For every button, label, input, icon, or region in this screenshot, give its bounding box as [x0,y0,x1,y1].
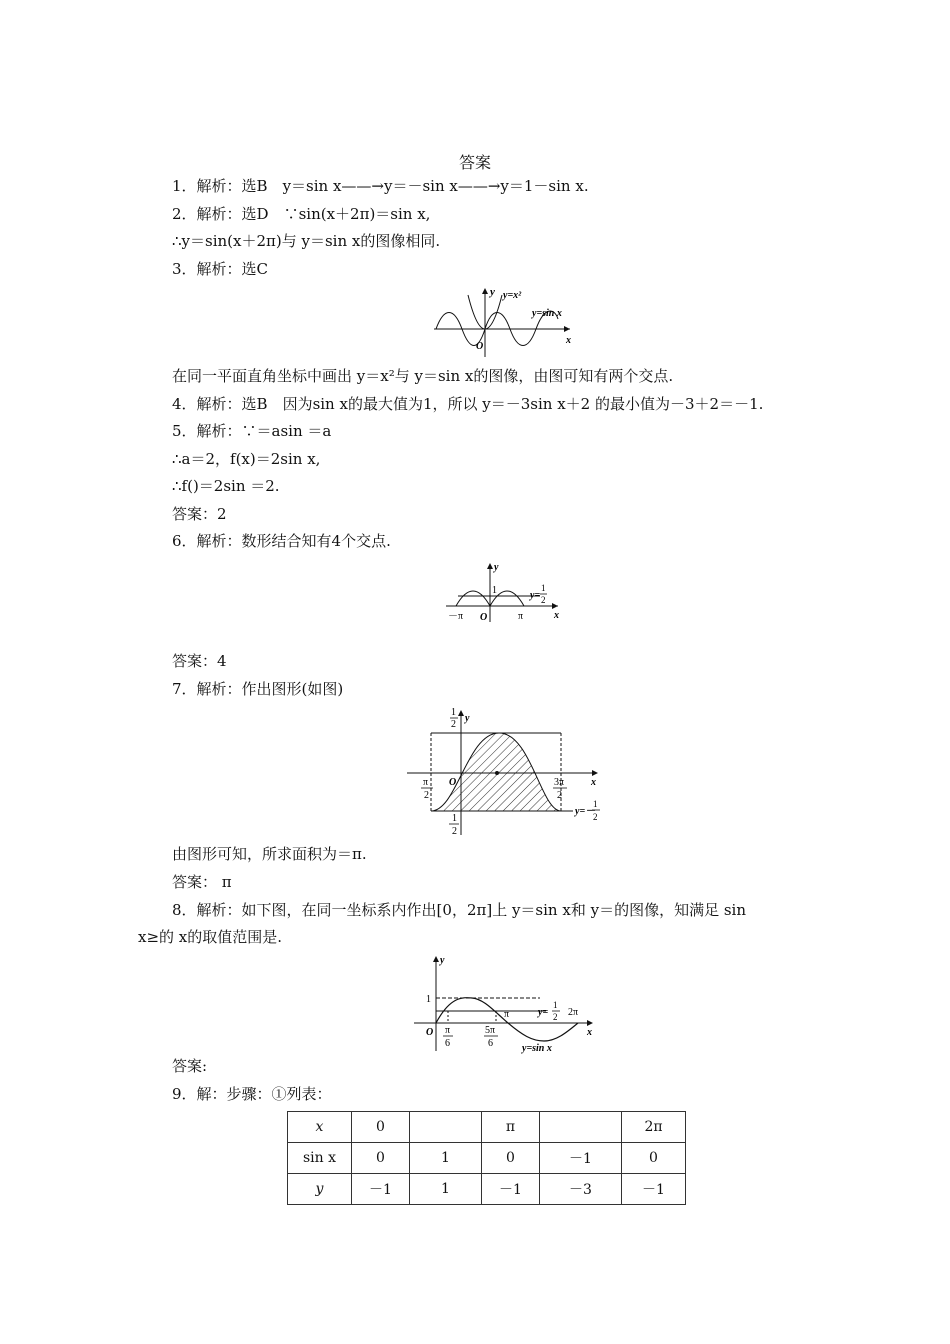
table-cell: π [482,1112,540,1143]
answer-8: 8．解析：如下图，在同一坐标系内作出[0，2π]上 y＝sin x和 y＝的图像，知满足 sin [172,901,746,919]
table-row [288,1143,686,1174]
answer-1: 1．解析：选B y＝sin x——→y＝－sin x——→y＝1－sin x. [172,177,589,195]
table-cell: －1 [482,1174,540,1205]
fig7-x-label: x [591,777,596,788]
answer-7-explain: 由图形可知，所求面积为＝π. [172,845,367,863]
fig7-line-num: 1 [593,799,598,809]
fig7-left-den: 2 [424,790,429,801]
fig7-line-den: 2 [593,812,598,822]
fig3-y-label: y [490,286,495,298]
answer-8-cont: x≥的 x的取值范围是. [138,928,283,946]
fig8-pi-label: π [504,1009,510,1020]
answer-7: 7．解析：作出图形(如图) [172,680,344,698]
value-table [287,1111,686,1205]
figure-6-graph [440,560,570,625]
table-cell: 1 [410,1174,482,1205]
fig7-top-num: 1 [451,707,456,718]
fig6-neg-pi-label: －π [448,611,464,622]
answer-3-explain: 在同一平面直角坐标中画出 y＝x²与 y＝sin x的图像，由图可知有两个交点. [172,367,674,385]
answer-5: 5．解析：∵＝asin ＝a [172,422,332,440]
table-cell: 0 [352,1112,410,1143]
fig7-origin-label: O [449,777,457,788]
answer-5-result: 答案：2 [172,505,227,523]
table-cell: 1 [410,1143,482,1174]
fig8-pi6-num: π [445,1025,451,1036]
table-cell [540,1112,622,1143]
fig6-line-den: 2 [541,595,546,605]
table-row [288,1112,686,1143]
fig6-y-label: y [494,562,499,573]
fig6-origin-label: O [480,612,488,623]
fig7-left-num: π [423,777,429,788]
table-cell: －3 [540,1174,622,1205]
answer-2-cont: ∴y＝sin(x＋2π)与 y＝sin x的图像相同. [172,232,441,250]
answer-4: 4．解析：选B 因为sin x的最大值为1，所以 y＝－3sin x＋2 的最小值为－3＋2＝－1. [172,395,764,413]
table-cell: 2π [622,1112,686,1143]
figure-8-graph [410,953,600,1053]
fig8-line-label: y= [538,1007,549,1018]
fig3-sine-label: y=sin x [532,308,562,319]
table-cell: y [288,1174,352,1205]
fig6-one-label: 1 [492,585,497,596]
table-cell: －1 [622,1174,686,1205]
fig3-x-label: x [566,335,571,346]
table-row [288,1174,686,1205]
table-cell: 0 [622,1143,686,1174]
table-cell: sin x [288,1143,352,1174]
fig8-x-label: x [587,1027,592,1038]
answer-2: 2．解析：选D ∵sin(x＋2π)＝sin x, [172,205,431,223]
table-cell: 0 [352,1143,410,1174]
answer-5-cont1: ∴a＝2，f(x)＝2sin x, [172,450,321,468]
answer-9: 9．解：步骤：①列表： [172,1085,332,1103]
fig8-one-label: 1 [426,994,431,1005]
fig8-y-label: y [440,955,445,966]
fig3-origin-label: O [476,341,484,352]
fig8-twopi-label: 2π [568,1007,579,1018]
answer-5-cont2: ∴f()＝2sin ＝2. [172,477,280,495]
fig7-bot-num: 1 [452,813,457,824]
answer-6-result: 答案：4 [172,652,227,670]
table-cell: 0 [482,1143,540,1174]
answer-8-result: 答案: [172,1057,208,1075]
fig8-curve-label: y=sin x [522,1043,552,1054]
figure-3-graph [430,285,580,360]
answer-6: 6．解析：数形结合知有4个交点. [172,532,391,550]
fig7-bot-den: 2 [452,826,457,837]
fig7-top-den: 2 [451,719,456,730]
fig8-pi6-den: 6 [445,1038,450,1049]
fig8-origin-label: O [426,1027,434,1038]
fig6-line-num: 1 [541,583,546,593]
fig6-pi-label: π [518,611,524,622]
figure-7-graph [405,705,605,840]
fig7-y-label: y [465,713,470,724]
table-cell: －1 [540,1143,622,1174]
fig7-line-label: y=－ [575,806,596,817]
table-cell: －1 [352,1174,410,1205]
fig6-line-label: y= [530,590,541,601]
fig8-line-den: 2 [553,1012,558,1022]
fig8-line-num: 1 [553,1000,558,1010]
fig6-x-label: x [554,610,559,621]
table-cell [410,1112,482,1143]
answer-title: 答案 [458,153,491,172]
fig7-right-den: 2 [557,790,562,801]
answer-3: 3．解析：选C [172,260,269,278]
fig8-5pi6-den: 6 [488,1038,493,1049]
fig8-5pi6-num: 5π [485,1025,496,1036]
answer-7-result: 答案： π [172,873,232,891]
fig7-right-num: 3π [554,777,565,788]
fig3-parabola-label: y=x² [503,290,522,301]
table-cell: x [288,1112,352,1143]
